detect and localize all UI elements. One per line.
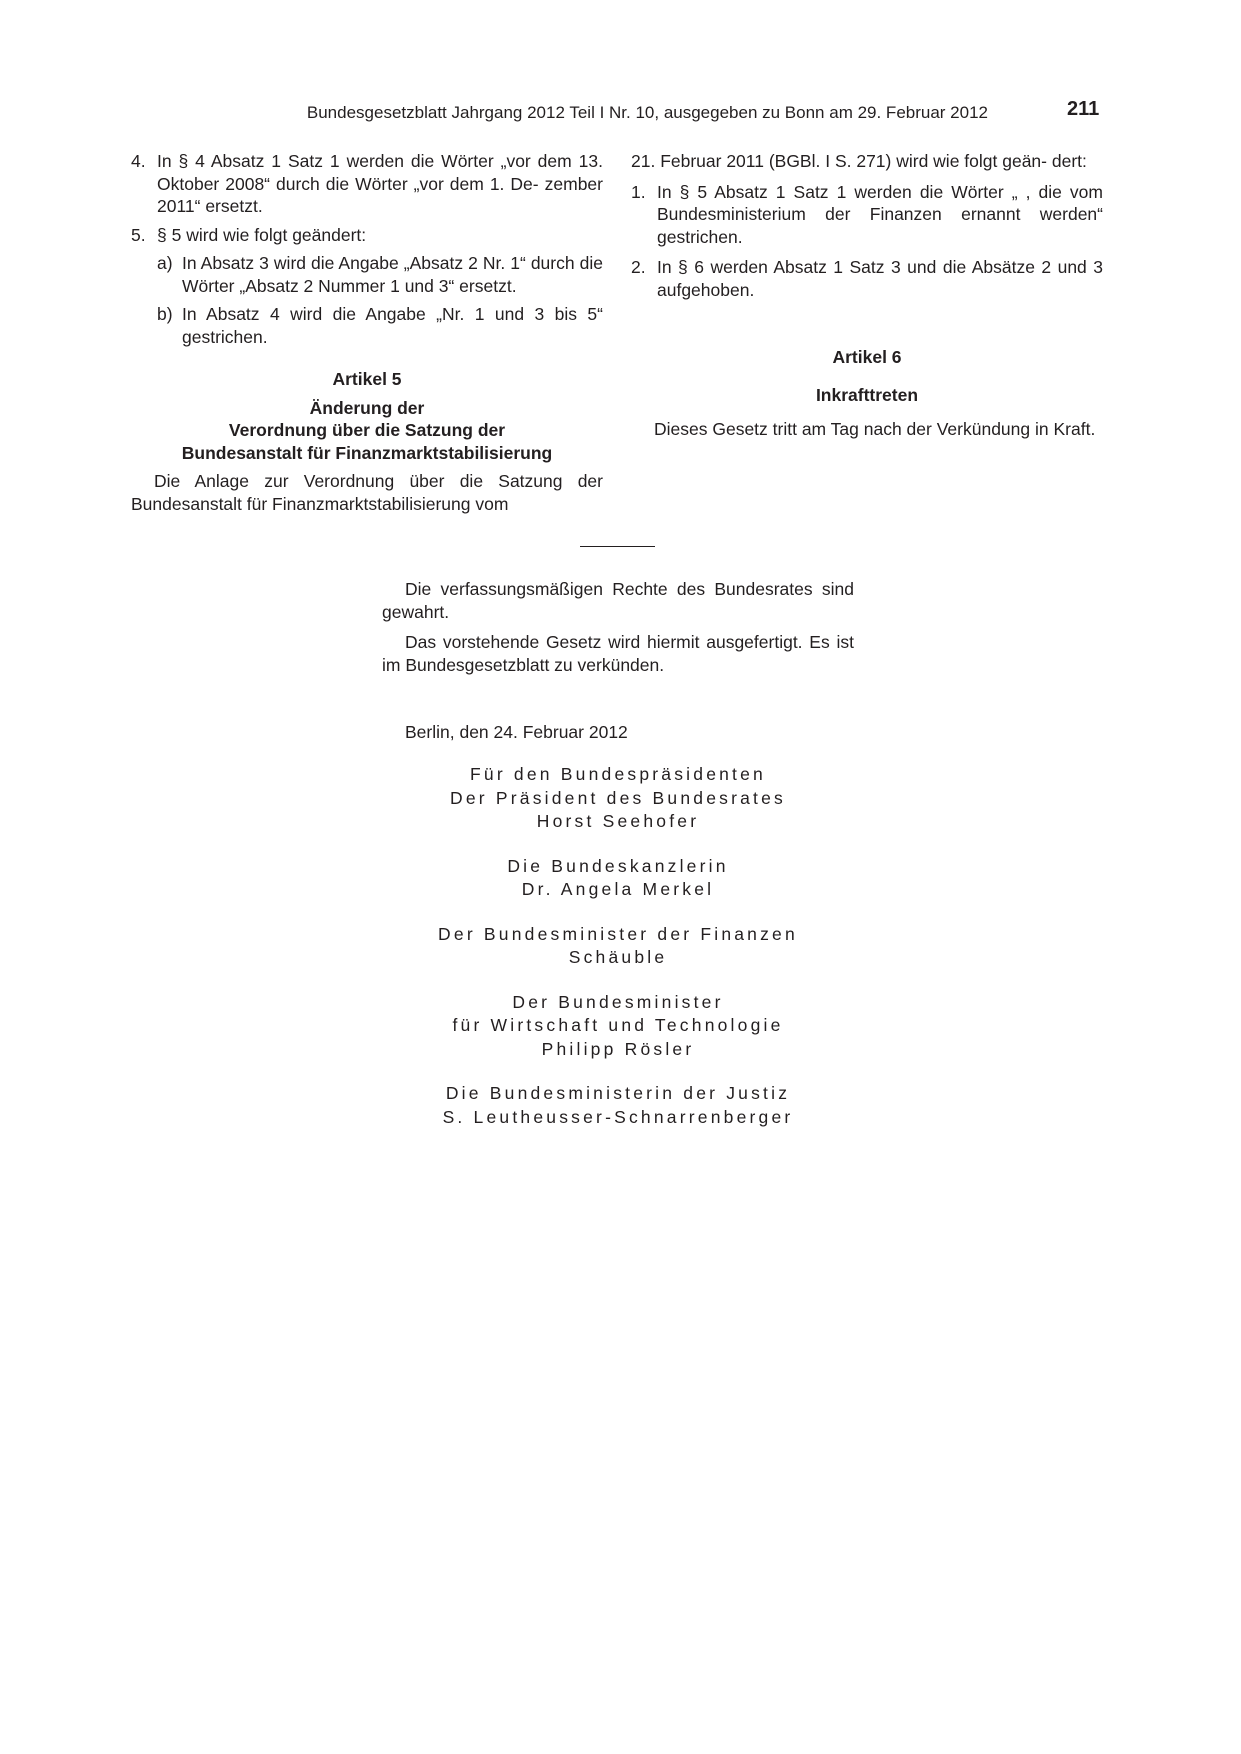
page-number: 211 <box>1067 98 1100 120</box>
item-text: § 5 wird wie folgt geändert: <box>157 224 367 245</box>
page-header <box>0 98 1241 124</box>
left-column <box>131 150 603 515</box>
right-intro <box>631 150 1103 173</box>
article-6-label: Artikel 6 <box>832 347 902 367</box>
right-intro-line: dert: <box>1051 151 1087 171</box>
item-number: 4. <box>131 151 146 171</box>
item-text-line: In § 5 Absatz 1 Satz 1 werden die Wörter „ , die vom <box>657 181 1103 202</box>
signature-line: Die Bundeskanzlerin <box>507 855 729 876</box>
section-divider <box>580 546 655 547</box>
list-subitem-b <box>131 303 603 348</box>
item-number: 5. <box>131 224 146 245</box>
signature-name: Horst Seehofer <box>536 811 700 831</box>
list-item-1 <box>631 181 1103 249</box>
signature-name: Dr. Angela Merkel <box>521 879 715 899</box>
closing-line: Das vorstehende Gesetz wird hiermit ausgefertigt. Es <box>405 632 830 652</box>
subitem-text-line: In Absatz 3 wird die Angabe „Absatz 2 Nr. 1“ durch <box>182 253 575 273</box>
signature-line: Der Bundesminister <box>512 991 724 1012</box>
closing-line: Die verfassungsmäßigen Rechte des Bundesrates <box>405 579 813 599</box>
article-5-title-line: Änderung der <box>309 397 425 418</box>
gazette-title: Bundesgesetzblatt Jahrgang 2012 Teil I Nr. 10, ausgegeben zu Bonn am 29. Februar 2012 <box>306 103 988 122</box>
article-6-title: Inkrafttreten <box>815 384 919 405</box>
article-6-body-line: Dieses Gesetz tritt am Tag nach der Verkündung in <box>654 419 1049 439</box>
article-5-body-line: Bundesanstalt für Finanzmarktstabilisierung vom <box>131 493 509 514</box>
article-5-body <box>131 470 603 515</box>
signature-justiz <box>382 1082 854 1129</box>
closing-line: sind gewahrt. <box>382 579 854 622</box>
signature-line: Der Bundesminister der Finanzen <box>438 923 798 944</box>
signature-name: Philipp Rösler <box>541 1038 695 1059</box>
item-text-line: Bundesministerium der Finanzen ernannt werden“ <box>657 204 1103 224</box>
item-text-line: In § 6 werden Absatz 1 Satz 3 und die Absätze 2 <box>657 257 1052 277</box>
signature-name: S. Leutheusser-Schnarrenberger <box>442 1106 794 1127</box>
right-intro-line: 21. Februar 2011 (BGBl. I S. 271) wird wie folgt geän- <box>631 151 1047 171</box>
signature-line: Der Präsident des Bundesrates <box>450 787 786 808</box>
signature-line: Die Bundesministerin der Justiz <box>445 1083 791 1103</box>
closing-formula <box>382 578 854 744</box>
subitem-letter: a) <box>157 253 173 273</box>
subitem-text-line: In Absatz 4 wird die Angabe „Nr. 1 und 3 bis 5“ <box>182 304 603 324</box>
signature-finanzen <box>382 923 854 970</box>
signature-line: Für den Bundespräsidenten <box>470 764 766 784</box>
closing-paragraph-1 <box>382 578 854 623</box>
signature-bundeskanzlerin <box>382 855 854 902</box>
article-5-label: Artikel 5 <box>332 369 402 389</box>
list-item-2 <box>631 256 1103 301</box>
item-text-line: zember 2011“ ersetzt. <box>157 173 603 216</box>
signature-bundespraesident <box>382 763 854 834</box>
article-6-body <box>631 418 1103 441</box>
subitem-text-line: gestrichen. <box>182 326 268 347</box>
signature-name: Schäuble <box>568 947 668 967</box>
list-item-5 <box>131 224 603 247</box>
closing-line: ist im Bundesgesetzblatt zu verkünden. <box>382 632 854 675</box>
subitem-text-line: die Wörter „Absatz 2 Nummer 1 und 3“ ersetzt. <box>182 253 603 296</box>
list-subitem-a <box>131 252 603 297</box>
item-text-line: gestrichen. <box>657 226 743 247</box>
item-text-line: In § 4 Absatz 1 Satz 1 werden die Wörter „vor dem <box>157 151 572 171</box>
article-5-title-line: Verordnung über die Satzung der <box>228 420 506 440</box>
subitem-letter: b) <box>157 304 173 324</box>
closing-paragraph-2 <box>382 631 854 676</box>
item-number: 1. <box>631 181 646 202</box>
signature-line: für Wirtschaft und Technologie <box>452 1015 784 1035</box>
signature-block <box>382 763 854 1150</box>
place-date: Berlin, den 24. Februar 2012 <box>405 722 628 742</box>
article-6-body-line: Kraft. <box>1053 419 1096 439</box>
list-item-4 <box>131 150 603 218</box>
item-number: 2. <box>631 257 646 277</box>
item-text-line: und 3 aufgehoben. <box>657 257 1103 300</box>
article-5-title-line: Bundesanstalt für Finanzmarktstabilisierung <box>181 442 553 463</box>
right-column <box>631 150 1103 441</box>
item-text-line: 13. Oktober 2008“ durch die Wörter „vor dem 1. De- <box>157 151 603 194</box>
article-5-body-line: Die Anlage zur Verordnung über die Satzung der <box>154 471 603 491</box>
signature-wirtschaft <box>382 991 854 1062</box>
